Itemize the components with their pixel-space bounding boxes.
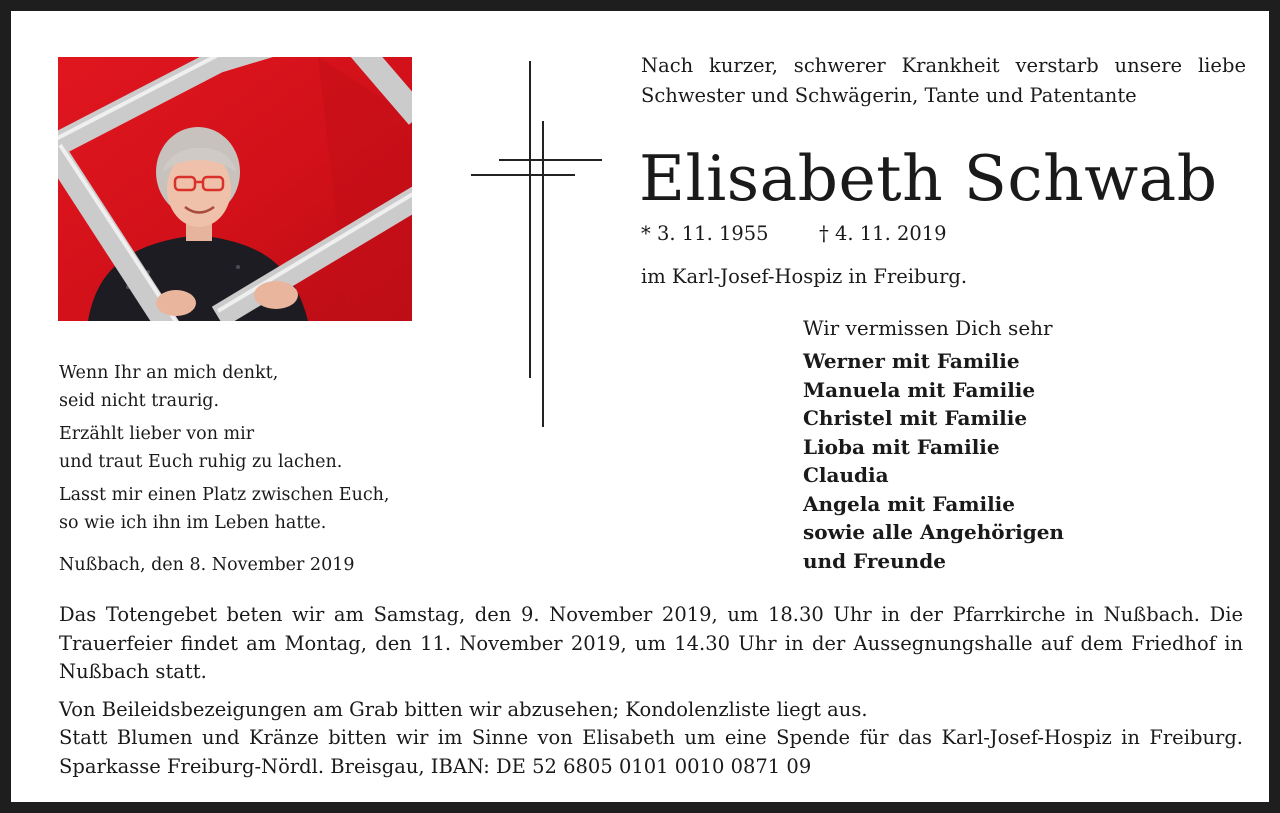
dateline: Nußbach, den 8. November 2019	[59, 555, 355, 575]
services-notice: Das Totengebet beten wir am Samstag, den 9. November 2019, um 18.30 Uhr in der Pfarrkirche in Nußbach. Die Trauerfeier findet am Montag, den 11. November 2019, um 14.30 Uhr in der Aussegnungshalle auf dem Friedhof in Nußbach statt.	[59, 603, 1243, 683]
intro-text: Nach kurzer, schwerer Krankheit verstarb unsere liebe Schwester und Schwägerin, Tante und Patentante	[641, 54, 1246, 107]
poem-stanza	[59, 359, 389, 415]
mourner: Angela mit Familie	[803, 491, 1015, 516]
donation-notice: Statt Blumen und Kränze bitten wir im Sinne von Elisabeth um eine Spende für das Karl-Josef-Hospiz in Freiburg. Sparkasse Freiburg-Nördl. Breisgau, IBAN: DE 52 6805 0101 0010 0871 09	[59, 726, 1243, 778]
poem	[59, 359, 389, 542]
funeral-information	[59, 601, 1243, 790]
poem-line: und traut Euch ruhig zu lachen.	[59, 452, 343, 472]
mourner: Werner mit Familie	[803, 349, 1020, 373]
mourner: Lioba mit Familie	[803, 434, 1000, 459]
condolence-donation-notice	[59, 696, 1243, 782]
portrait-photo	[58, 57, 412, 321]
poem-line: Wenn Ihr an mich denkt,	[59, 363, 279, 383]
poem-stanza	[59, 420, 389, 476]
mourner: Christel mit Familie	[803, 406, 1028, 430]
poem-line: so wie ich ihn im Leben hatte.	[59, 513, 327, 533]
mourner: Claudia	[803, 463, 889, 487]
mourners-list	[803, 314, 1064, 575]
life-dates	[641, 220, 947, 248]
death-date: † 4. 11. 2019	[819, 222, 947, 245]
cross-icon	[469, 61, 604, 429]
mourner: und Freunde	[803, 548, 946, 573]
poem-line: Lasst mir einen Platz zwischen Euch,	[59, 485, 390, 505]
poem-stanza	[59, 481, 389, 537]
mourner: Manuela mit Familie	[803, 377, 1036, 402]
deceased-name: Elisabeth Schwab	[639, 142, 1218, 215]
condolence-notice: Von Beileidsbezeigungen am Grab bitten wir abzusehen; Kondolenzliste liegt aus.	[59, 697, 868, 721]
mourners-lead: Wir vermissen Dich sehr	[803, 316, 1053, 340]
poem-line: Erzählt lieber von mir	[59, 424, 255, 444]
birth-date: * 3. 11. 1955	[641, 222, 769, 245]
poem-line: seid nicht traurig.	[59, 391, 220, 411]
place-of-death: im Karl-Josef-Hospiz in Freiburg.	[641, 265, 968, 288]
mourner: sowie alle Angehörigen	[803, 520, 1064, 544]
